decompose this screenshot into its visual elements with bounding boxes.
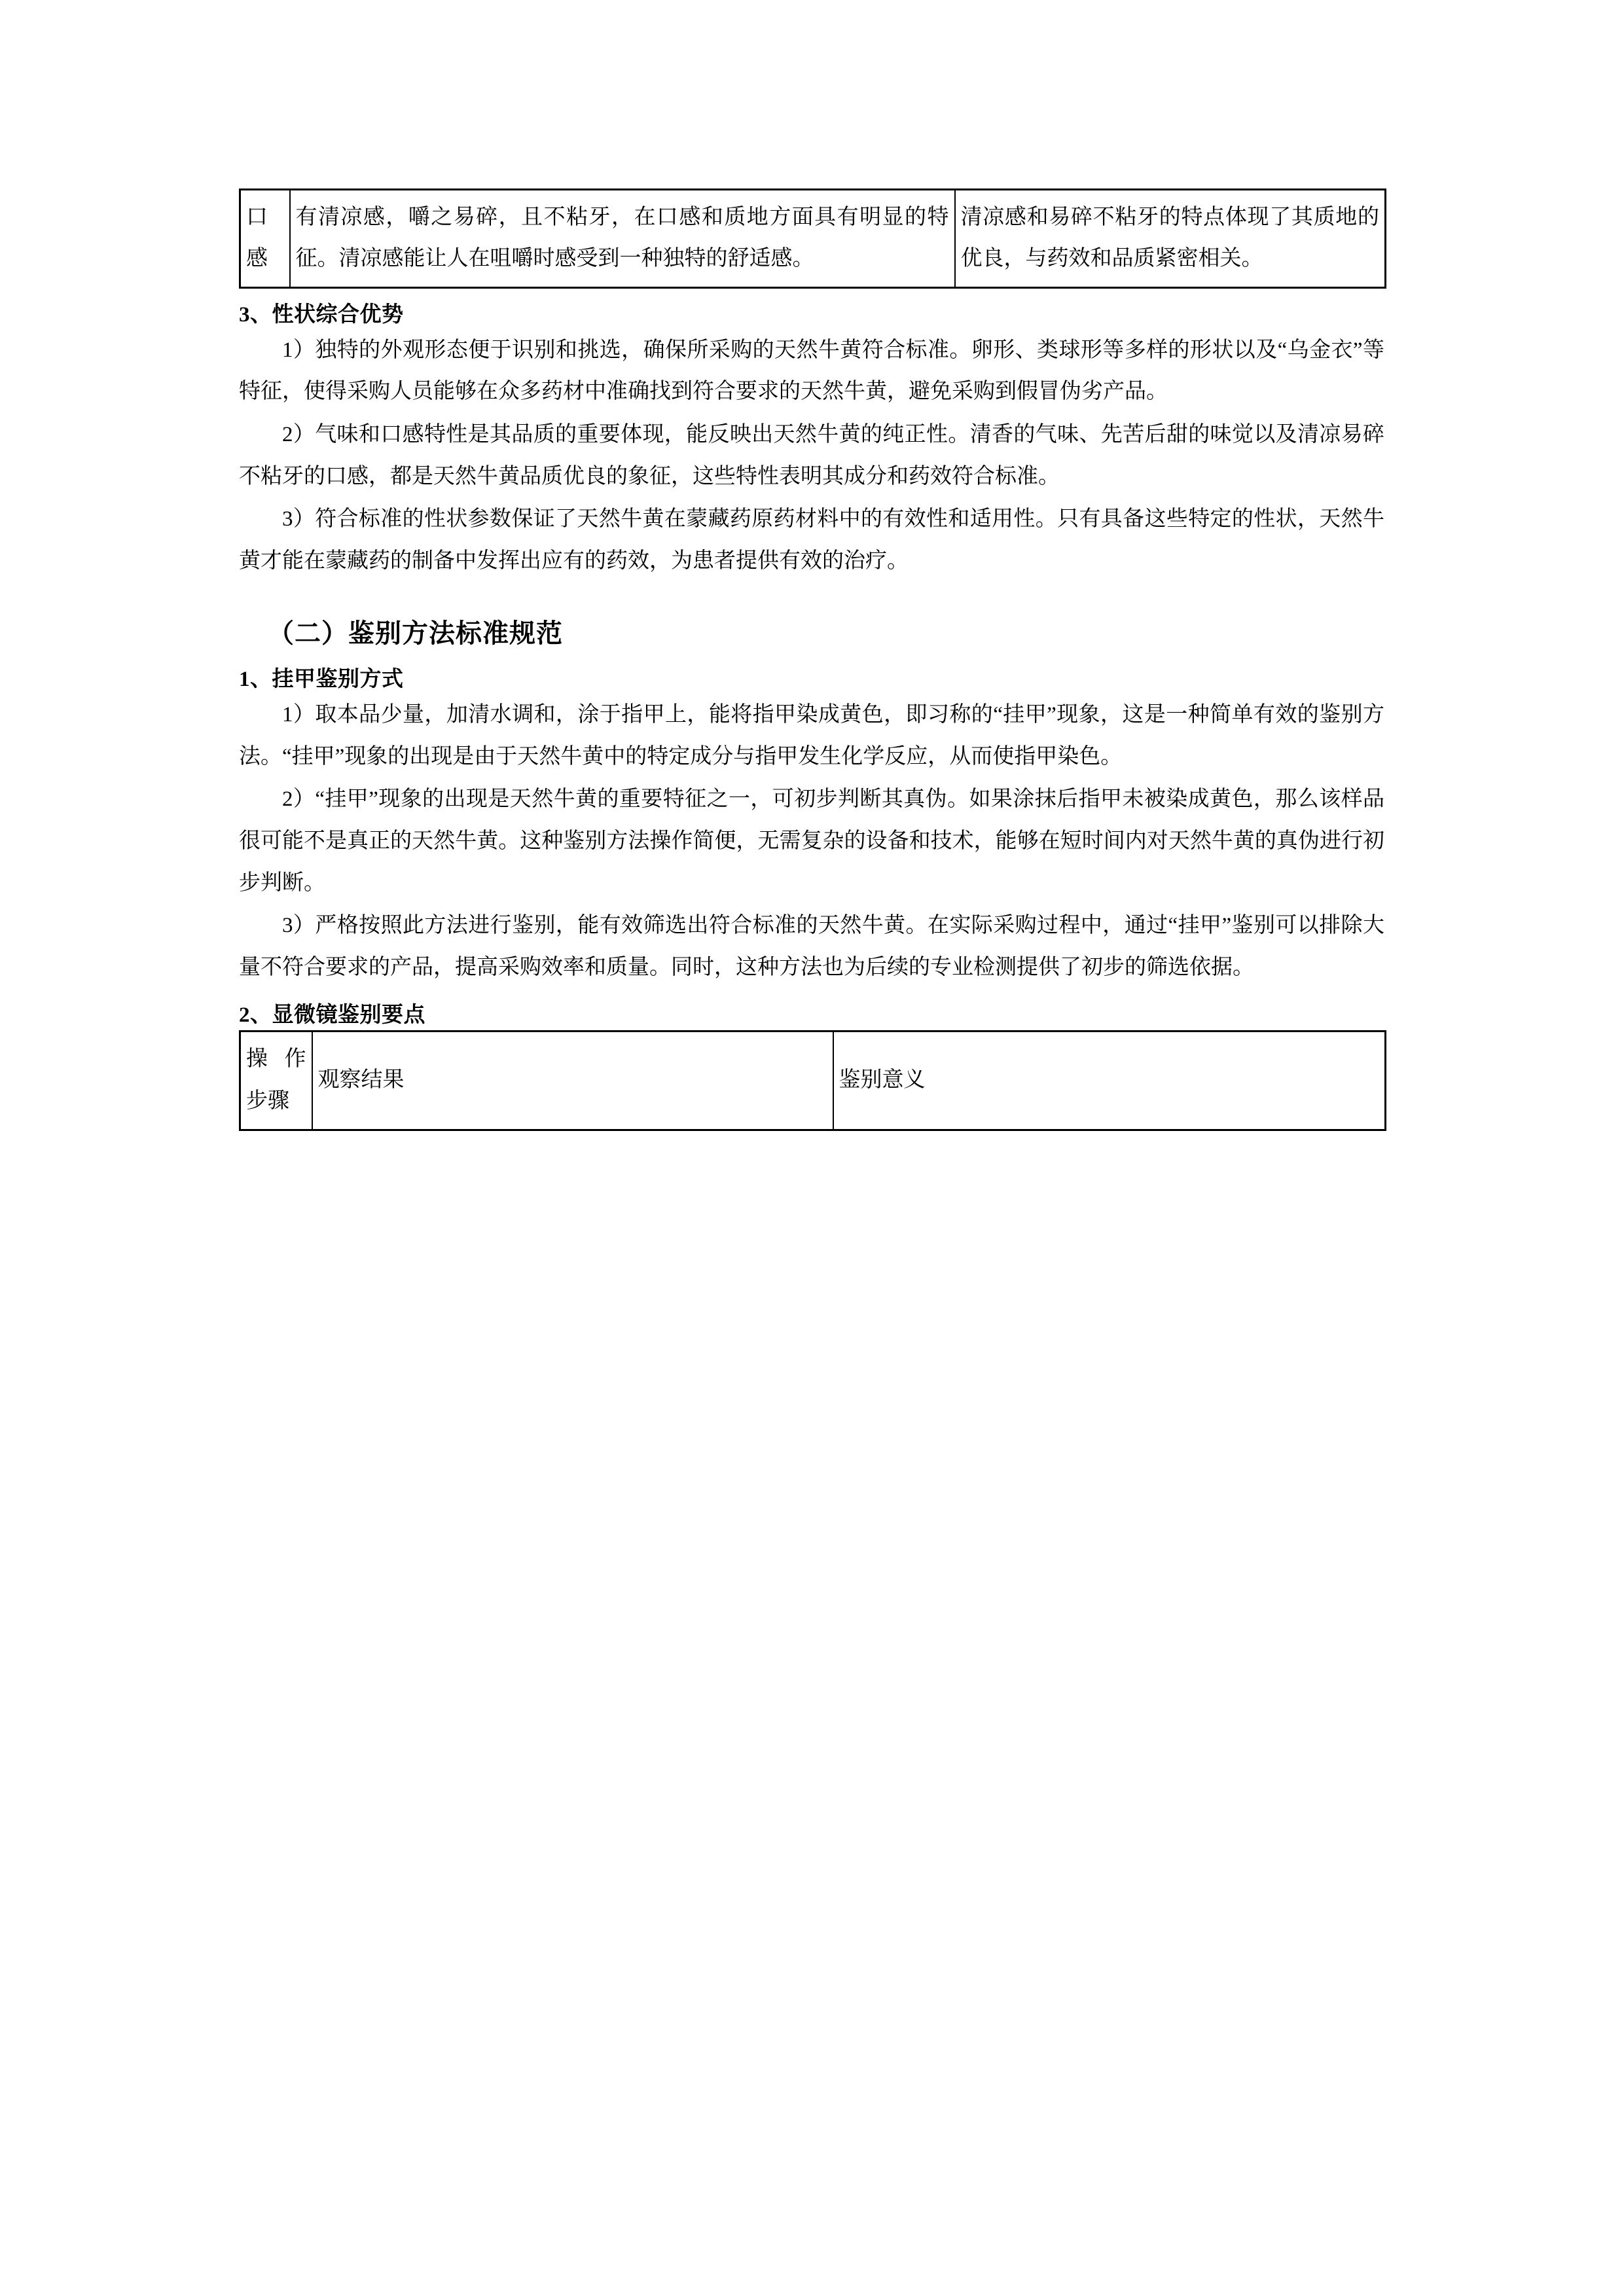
subsection-heading-2: 2、显微镜鉴别要点 xyxy=(239,1003,425,1027)
table-cell-description: 有清凉感，嚼之易碎，且不粘牙，在口感和质地方面具有明显的特征。清凉感能让人在咀嚼时感受到一种独特的舒适感。 xyxy=(290,190,955,288)
table-header-row xyxy=(240,1031,1386,1130)
main-heading-section-two: （二）鉴别方法标准规范 xyxy=(268,618,563,648)
paragraph-3-3: 3）符合标准的性状参数保证了天然牛黄在蒙藏药原药材料中的有效性和适用性。只有具备这些特定的性状，天然牛黄才能在蒙藏药的制备中发挥出应有的药效，为患者提供有效的治疗。 xyxy=(239,507,1384,573)
paragraph-1-3: 3）严格按照此方法进行鉴别，能有效筛选出符合标准的天然牛黄。在实际采购过程中，通过“挂甲”鉴别可以排除大量不符合要求的产品，提高采购效率和质量。同时，这种方法也为后续的专业检测提供了初步的筛选依据。 xyxy=(239,914,1384,979)
table-row xyxy=(240,190,1386,288)
subsection-heading-1: 1、挂甲鉴别方式 xyxy=(239,667,404,691)
page-content xyxy=(239,188,1384,1131)
microscope-table xyxy=(239,1030,1386,1131)
section-heading-3: 3、性状综合优势 xyxy=(239,302,404,327)
paragraph-3-1: 1）独特的外观形态便于识别和挑选，确保所采购的天然牛黄符合标准。卵形、类球形等多样的形状以及“乌金衣”等特征，使得采购人员能够在众多药材中准确找到符合要求的天然牛黄，避免采购到假冒伪劣产品。 xyxy=(239,338,1384,404)
table-header-observation: 观察结果 xyxy=(312,1031,833,1130)
table-cell-meaning: 清凉感和易碎不粘牙的特点体现了其质地的优良，与药效和品质紧密相关。 xyxy=(955,190,1386,288)
paragraph-1-1: 1）取本品少量，加清水调和，涂于指甲上，能将指甲染成黄色，即习称的“挂甲”现象，这是一种简单有效的鉴别方法。“挂甲”现象的出现是由于天然牛黄中的特定成分与指甲发生化学反应，从而使指甲染色。 xyxy=(239,702,1384,768)
table-cell-label: 口感 xyxy=(240,190,290,288)
characteristics-table xyxy=(239,188,1386,289)
table-header-step: 操作步骤 xyxy=(240,1031,312,1130)
paragraph-1-2: 2）“挂甲”现象的出现是天然牛黄的重要特征之一，可初步判断其真伪。如果涂抹后指甲未被染成黄色，那么该样品很可能不是真正的天然牛黄。这种鉴别方法操作简便，无需复杂的设备和技术，能够在短时间内对天然牛黄的真伪进行初步判断。 xyxy=(239,787,1384,895)
paragraph-3-2: 2）气味和口感特性是其品质的重要体现，能反映出天然牛黄的纯正性。清香的气味、先苦后甜的味觉以及清凉易碎不粘牙的口感，都是天然牛黄品质优良的象征，这些特性表明其成分和药效符合标准。 xyxy=(239,423,1384,488)
table-header-significance: 鉴别意义 xyxy=(833,1031,1386,1130)
